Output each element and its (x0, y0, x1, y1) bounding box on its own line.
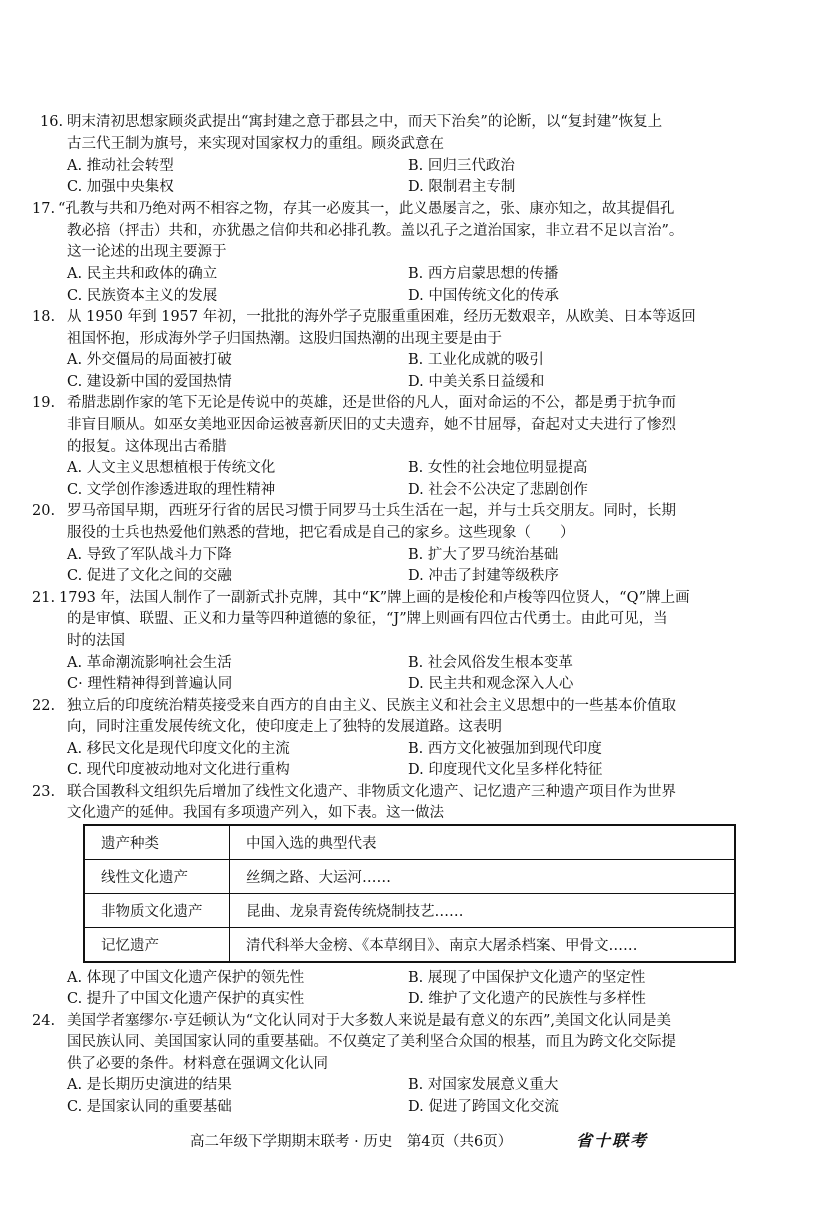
option-a: A. 移民文化是现代印度文化的主流 (67, 741, 290, 757)
question-stem-line: 服役的士兵也热爱他们熟悉的营地，把它看成是自己的家乡。这些现象（ ） (67, 525, 575, 541)
option-d: D. 中美关系日益缓和 (408, 374, 545, 390)
option-a: A. 人文主义思想植根于传统文化 (67, 460, 276, 476)
option-a: A. 外交僵局的局面被打破 (67, 352, 232, 368)
option-c: C. 文学创作渗透进取的理性精神 (67, 482, 276, 498)
question-stem-line: 从 1950 年到 1957 年初，一批批的海外学子克服重重困难，经历无数艰辛，从欧美、日本等返回 (67, 309, 696, 325)
option-b: B. 对国家发展意义重大 (408, 1077, 559, 1093)
question-number: 20. (32, 503, 56, 519)
table-row (84, 894, 735, 928)
option-d: D. 中国传统文化的传承 (408, 288, 559, 304)
question-stem-line: 联合国教科文组织先后增加了线性文化遗产、非物质文化遗产、记忆遗产三种遗产项目作为世界 (67, 784, 676, 800)
table-row (84, 928, 735, 963)
table-header-cell: 遗产种类 (84, 825, 230, 860)
question-stem-line: 美国学者塞缪尔·亨廷顿认为“文化认同对于大多数人来说是最有意义的东西”,美国文化认同是美 (67, 1013, 672, 1029)
question-stem-line: 供了必要的条件。材料意在强调文化认同 (67, 1056, 328, 1072)
option-a: A. 民主共和政体的确立 (67, 266, 218, 282)
option-c: C. 提升了中国文化遗产保护的真实性 (67, 991, 305, 1007)
option-a: A. 推动社会转型 (67, 158, 174, 174)
question-stem-line: 的报复。这体现出古希腊 (67, 439, 227, 455)
question-stem-line: 1793 年，法国人制作了一副新式扑克牌，其中“K”牌上画的是梭伦和卢梭等四位贤人，“Q”牌上画 (59, 590, 690, 606)
option-a: A. 导致了军队战斗力下降 (67, 547, 232, 563)
question-number: 19. (32, 395, 56, 411)
question-stem-line: 希腊悲剧作家的笔下无论是传说中的英雄，还是世俗的凡人，面对命运的不公，都是勇于抗争而 (67, 395, 676, 411)
option-c: C. 现代印度被动地对文化进行重构 (67, 762, 290, 778)
option-c: C. 加强中央集权 (67, 179, 174, 195)
question-stem-line: 明末清初思想家顾炎武提出“寓封建之意于郡县之中，而天下治矣”的论断，以“复封建”恢复上 (67, 114, 663, 130)
option-a: A. 是长期历史演进的结果 (67, 1077, 232, 1093)
table-cell: 清代科举大金榜、《本草纲目》、南京大屠杀档案、甲骨文…… (230, 928, 736, 963)
footer-brand-logo: 省十联考 (576, 1131, 649, 1150)
question-stem-line: 古三代王制为旗号，来实现对国家权力的重组。顾炎武意在 (67, 136, 444, 152)
option-d: D. 印度现代文化呈多样化特征 (408, 762, 603, 778)
option-b: B. 西方文化被强加到现代印度 (408, 741, 602, 757)
table-header-row (84, 825, 735, 860)
table-cell: 丝绸之路、大运河…… (230, 860, 736, 894)
option-a: A. 体现了中国文化遗产保护的领先性 (67, 970, 305, 986)
option-d: D. 维护了文化遗产的民族性与多样性 (408, 991, 646, 1007)
question-stem-line: 非盲目顺从。如巫女美地亚因命运被喜新厌旧的丈夫遗弃，她不甘屈辱，奋起对丈夫进行了惨烈 (67, 417, 676, 433)
table-cell: 线性文化遗产 (84, 860, 230, 894)
heritage-table (83, 824, 736, 963)
option-b: B. 西方启蒙思想的传播 (408, 266, 559, 282)
option-d: D. 限制君主专制 (408, 179, 516, 195)
footer-text: 高二年级下学期期末联考 · 历史 第4页（共6页） (190, 1134, 513, 1150)
option-b: B. 展现了中国保护文化遗产的坚定性 (408, 970, 646, 986)
question-stem-line: 国民族认同、美国国家认同的重要基础。不仅奠定了美利坚合众国的根基，而且为跨文化交际提 (67, 1034, 676, 1050)
option-b: B. 社会风俗发生根本变革 (408, 655, 573, 671)
question-number: 23. (32, 784, 56, 800)
question-stem-line: 文化遗产的延伸。我国有多项遗产列入，如下表。这一做法 (67, 805, 444, 821)
option-d: D. 促进了跨国文化交流 (408, 1099, 559, 1115)
question-stem-line: 时的法国 (67, 633, 125, 649)
question-stem-line: “孔教与共和乃绝对两不相容之物，存其一必废其一，此义愚屡言之，张、康亦知之，故其提倡孔 (58, 201, 675, 217)
question-number: 21. (32, 590, 56, 606)
table-header-cell: 中国入选的典型代表 (230, 825, 736, 860)
option-b: B. 扩大了罗马统治基础 (408, 547, 559, 563)
question-number: 16. (40, 114, 64, 130)
question-stem-line: 向，同时注重发展传统文化，使印度走上了独特的发展道路。这表明 (67, 719, 502, 735)
question-stem-line: 祖国怀抱，形成海外学子归国热潮。这股归国热潮的出现主要是由于 (67, 331, 502, 347)
option-a: A. 革命潮流影响社会生活 (67, 655, 232, 671)
option-d: D. 冲击了封建等级秩序 (408, 568, 559, 584)
option-d: D. 社会不公决定了悲剧创作 (408, 482, 588, 498)
option-b: B. 女性的社会地位明显提高 (408, 460, 588, 476)
question-number: 17. (32, 201, 56, 217)
question-number: 18. (32, 309, 56, 325)
option-c: C. 是国家认同的重要基础 (67, 1099, 232, 1115)
table-cell: 昆曲、龙泉青瓷传统烧制技艺…… (230, 894, 736, 928)
table-row (84, 860, 735, 894)
option-c: C. 促进了文化之间的交融 (67, 568, 232, 584)
option-d: D. 民主共和观念深入人心 (408, 676, 574, 692)
option-c: C. 民族资本主义的发展 (67, 288, 218, 304)
question-number: 22. (32, 698, 56, 714)
question-stem-line: 独立后的印度统治精英接受来自西方的自由主义、民族主义和社会主义思想中的一些基本价值取 (67, 698, 676, 714)
question-number: 24. (32, 1013, 56, 1029)
question-stem-line: 这一论述的出现主要源于 (67, 244, 227, 260)
option-b: B. 工业化成就的吸引 (408, 352, 544, 368)
table-cell: 非物质文化遗产 (84, 894, 230, 928)
question-stem-line: 的是审慎、联盟、正义和力量等四种道德的象征，“J”牌上则画有四位古代勇士。由此可见，当 (67, 611, 668, 627)
option-b: B. 回归三代政治 (408, 158, 515, 174)
option-c: C. 建设新中国的爱国热情 (67, 374, 232, 390)
question-stem-line: 教必掊（抨击）共和，亦犹愚之信仰共和必排孔教。盖以孔子之道治国家，非立君不足以言治”。 (67, 223, 684, 239)
option-c: C· 理性精神得到普遍认同 (67, 676, 233, 692)
question-stem-line: 罗马帝国早期，西班牙行省的居民习惯于同罗马士兵生活在一起，并与士兵交朋友。同时，长期 (67, 503, 676, 519)
table-cell: 记忆遗产 (84, 928, 230, 963)
page-footer (190, 1130, 649, 1151)
